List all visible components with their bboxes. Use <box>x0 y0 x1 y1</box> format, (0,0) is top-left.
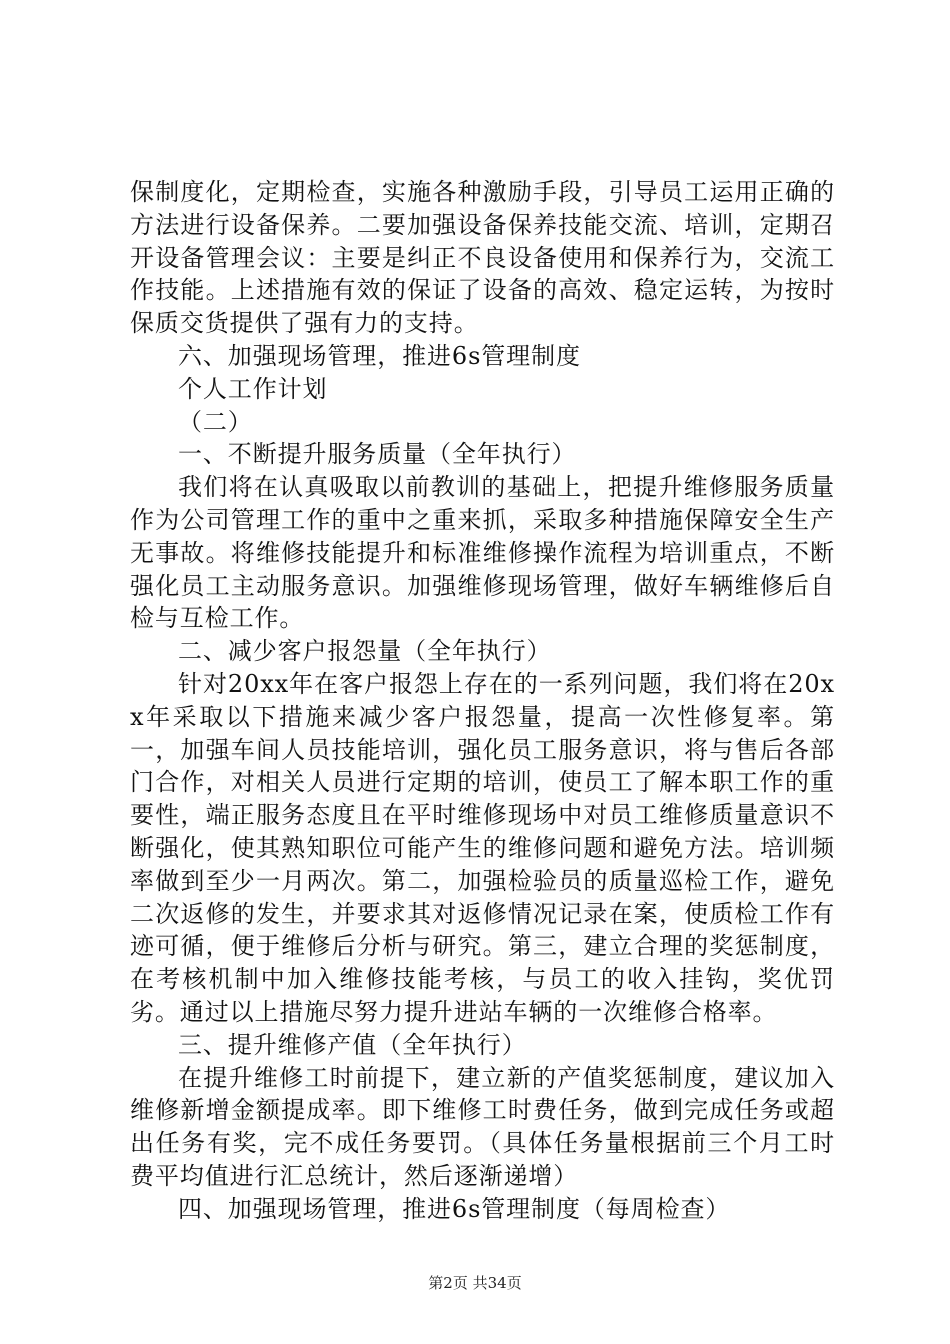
heading-repair-output: 三、提升维修产值（全年执行） <box>178 1030 527 1059</box>
heading-reduce-complaints: 二、减少客户报怨量（全年执行） <box>178 637 552 666</box>
page-number-footer: 第2页 共34页 <box>428 1274 522 1292</box>
heading-section-six: 六、加强现场管理，推进6s管理制度 <box>178 341 581 370</box>
paragraph-equipment-maintenance: 保制度化，定期检查，实施各种激励手段，引导员工运用正确的方法进行设备保养。二要加强设备保养技能交流、培训，定期召开设备管理会议：主要是纠正不良设备使用和保养行为，交流工作技能。上述措施有效的保证了设备的高效、稳定运转，为按时保质交货提供了强有力的支持。 <box>130 178 835 338</box>
document-body <box>130 176 835 1226</box>
paragraph-reduce-complaints: 针对20xx年在客户报怨上存在的一系列问题，我们将在20xx年采取以下措施来减少客户报怨量，提高一次性修复率。第一，加强车间人员技能培训，强化员工服务意识，将与售后各部门合作，对相关人员进行定期的培训，使员工了解本职工作的重要性，端正服务态度且在平时维修现场中对员工维修质量意识不断强化，使其熟知职位可能产生的维修问题和避免方法。培训频率做到至少一月两次。第二，加强检验员的质量巡检工作，避免二次返修的发生，并要求其对返修情况记录在案，使质检工作有迹可循，便于维修后分析与研究。第三，建立合理的奖惩制度，在考核机制中加入维修技能考核，与员工的收入挂钩，奖优罚劣。通过以上措施尽努力提升进站车辆的一次维修合格率。 <box>130 669 835 1026</box>
heading-service-quality: 一、不断提升服务质量（全年执行） <box>178 440 577 469</box>
paragraph-service-quality: 我们将在认真吸取以前教训的基础上，把提升维修服务质量作为公司管理工作的重中之重来抓，采取多种措施保障安全生产无事故。将维修技能提升和标准维修操作流程为培训重点，不断强化员工主动服务意识。加强维修现场管理，做好车辆维修后自检与互检工作。 <box>130 473 835 633</box>
heading-part-two: （二） <box>178 407 253 436</box>
heading-site-management: 四、加强现场管理，推进6s管理制度（每周检查） <box>178 1194 731 1223</box>
heading-personal-work-plan: 个人工作计划 <box>178 374 328 403</box>
paragraph-repair-output: 在提升维修工时前提下，建立新的产值奖惩制度，建议加入维修新增金额提成率。即下维修工时费任务，做到完成任务或超出任务有奖，完不成任务要罚。（具体任务量根据前三个月工时费平均值进行汇总统计，然后逐渐递增） <box>130 1063 835 1190</box>
